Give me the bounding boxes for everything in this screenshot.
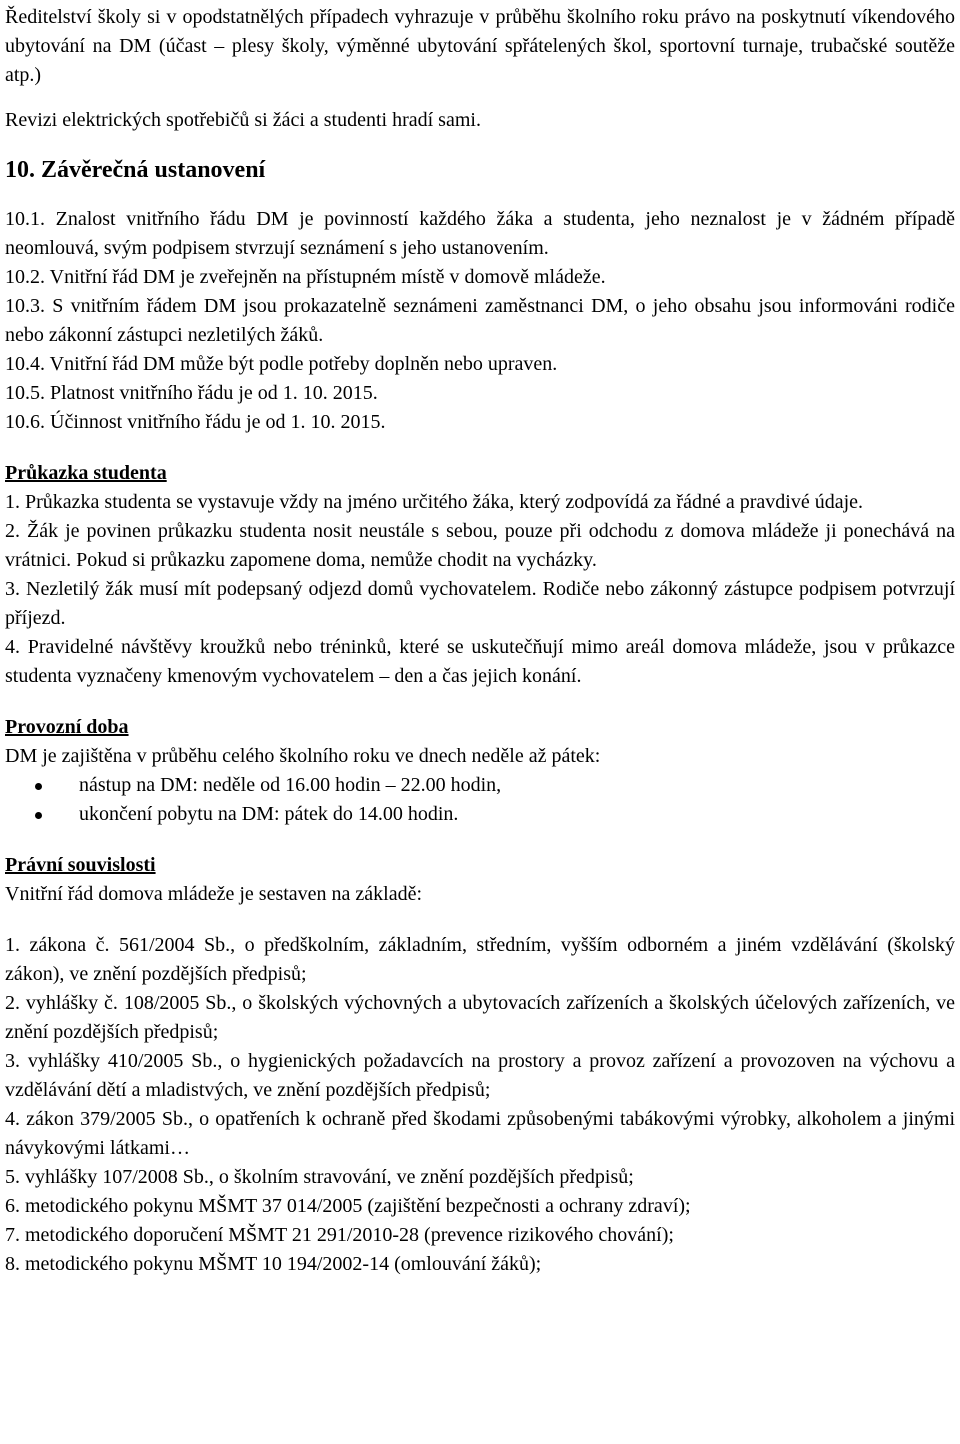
list-item: nástup na DM: neděle od 16.00 hodin – 22.00 hodin,: [35, 771, 955, 800]
list-item: 2. vyhlášky č. 108/2005 Sb., o školských výchovných a ubytovacích zařízeních a školských účelových zařízeních, ve znění pozdějších předpisů;: [5, 992, 955, 1043]
list-item: 10.5. Platnost vnitřního řádu je od 1. 10. 2015.: [5, 382, 378, 404]
list-item: 10.3. S vnitřním řádem DM jsou prokazatelně seznámeni zaměstnanci DM, o jeho obsahu jsou informováni rodiče nebo zákonní zástupci nezletilých žáků.: [5, 295, 955, 346]
list-item: 7. metodického doporučení MŠMT 21 291/2010-28 (prevence rizikového chování);: [5, 1224, 674, 1246]
list-item: 3. vyhlášky 410/2005 Sb., o hygienických požadavcích na prostory a provoz zařízení a provozoven na výchovu a vzdělávání dětí a mladistvých, ve znění pozdějších předpisů;: [5, 1050, 955, 1101]
provoz-bullet-list: [5, 771, 955, 829]
list-item: 1. Průkazka studenta se vystavuje vždy na jméno určitého žáka, který zodpovídá za řádné a pravdivé údaje.: [5, 491, 864, 513]
pravni-list: [5, 931, 955, 1279]
list-item: 5. vyhlášky 107/2008 Sb., o školním stravování, ve znění pozdějších předpisů;: [5, 1166, 634, 1188]
provoz-title: Provozní doba: [5, 716, 129, 738]
pravni-title: Právní souvislosti: [5, 854, 156, 876]
provoz-intro: DM je zajištěna v průběhu celého školního roku ve dnech neděle až pátek:: [5, 745, 601, 767]
list-item: 3. Nezletilý žák musí mít podepsaný odjezd domů vychovatelem. Rodiče nebo zákonný zástupce podpisem potvrzují příjezd.: [5, 578, 955, 629]
list-item: 4. zákon 379/2005 Sb., o opatřeních k ochraně před škodami způsobenými tabákovými výrobky, alkoholem a jinými návykovými látkami…: [5, 1108, 955, 1159]
list-item: 10.1. Znalost vnitřního řádu DM je povinností každého žáka a studenta, jeho neznalost je v žádném případě neomlouvá, svým podpisem stvrzují seznámení s jeho ustanovením.: [5, 208, 955, 259]
list-item: 8. metodického pokynu MŠMT 10 194/2002-14 (omlouvání žáků);: [5, 1253, 542, 1275]
prukazka-list: [5, 488, 955, 691]
bullet-icon: [35, 783, 42, 790]
list-item: 2. Žák je povinen průkazku studenta nosit neustále s sebou, pouze při odchodu z domova mládeže ji ponechává na vrátnici. Pokud si průkazku zapomene doma, nemůže chodit na vycházky.: [5, 520, 955, 571]
list-item: 10.2. Vnitřní řád DM je zveřejněn na přístupném místě v domově mládeže.: [5, 266, 606, 288]
list-item: 10.4. Vnitřní řád DM může být podle potřeby doplněn nebo upraven.: [5, 353, 558, 375]
section-10-list: [5, 205, 955, 437]
intro-paragraph-2: Revizi elektrických spotřebičů si žáci a studenti hradí sami.: [5, 109, 481, 131]
list-item: ukončení pobytu na DM: pátek do 14.00 hodin.: [35, 800, 955, 829]
section-10-heading: 10. Závěrečná ustanovení: [5, 157, 266, 183]
list-item: 1. zákona č. 561/2004 Sb., o předškolním, základním, středním, vyšším odborném a jiném vzdělávání (školský zákon), ve znění pozdějších předpisů;: [5, 934, 955, 985]
intro-paragraph-1: Ředitelství školy si v opodstatnělých případech vyhrazuje v průběhu školního roku právo na poskytnutí víkendového ubytování na DM (účast – plesy školy, výměnné ubytování spřátelených škol, sportovní turnaje, trubačské soutěže atp.): [5, 6, 955, 86]
prukazka-title: Průkazka studenta: [5, 462, 167, 484]
list-item: 10.6. Účinnost vnitřního řádu je od 1. 10. 2015.: [5, 411, 386, 433]
list-item: 4. Pravidelné návštěvy kroužků nebo tréninků, které se uskutečňují mimo areál domova mládeže, jsou v průkazce studenta vyznačeny kmenovým vychovatelem – den a čas jejich konání.: [5, 636, 955, 687]
bullet-icon: [35, 812, 42, 819]
list-item: 6. metodického pokynu MŠMT 37 014/2005 (zajištění bezpečnosti a ochrany zdraví);: [5, 1195, 691, 1217]
pravni-intro: Vnitřní řád domova mládeže je sestaven na základě:: [5, 883, 423, 905]
